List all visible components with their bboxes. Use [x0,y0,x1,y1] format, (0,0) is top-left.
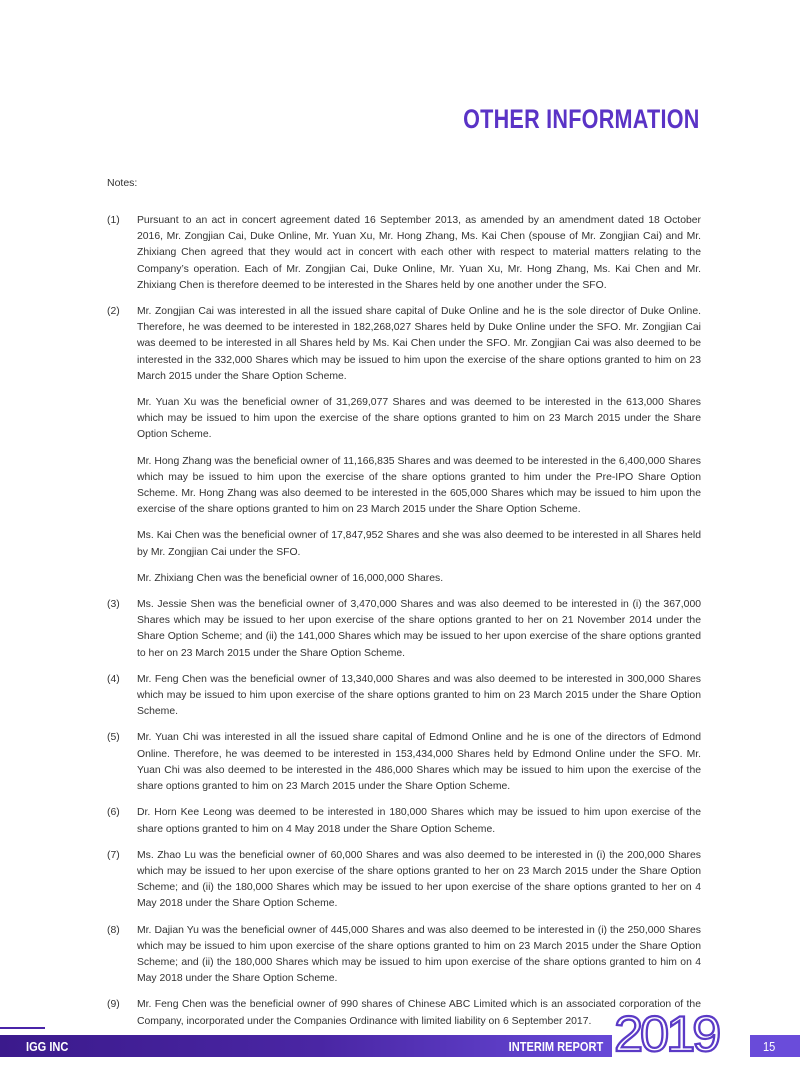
note-paragraph: Mr. Dajian Yu was the beneficial owner of 445,000 Shares and was also deemed to be interested in (i) the 250,000 Shares which may be issued to him upon exercise of the share options granted to him on 23 March 2015 under the Share Option Scheme; and (ii) the 180,000 Shares which may be issued to him upon exercise of the share options granted to him on 4 May 2018 under the Share Option Scheme. [137,924,701,985]
note-number: (4) [107,673,120,685]
note-body [137,923,701,988]
note-paragraph: Ms. Jessie Shen was the beneficial owner of 3,470,000 Shares and was also deemed to be interested in (i) the 367,000 Shares which may be issued to her upon exercise of the share options granted to her on 21 November 2014 under the Share Option Scheme; and (ii) the 141,000 Shares which may be issued to her upon exercise of the share options granted to her on 23 March 2015 under the Share Option Scheme. [137,599,701,659]
note-number: (7) [107,849,120,861]
note-paragraph: Mr. Zongjian Cai was interested in all the issued share capital of Duke Online and he is the sole director of Duke Online. Therefore, he was deemed to be interested in 182,268,027 Shares held by Duke Online under the SFO. Mr. Zongjian Cai was deemed to be interested in all Shares held by Ms. Kai Chen under the SFO. Mr. Zongjian Cai was also deemed to be interested in the 332,000 Shares which may be issued to him upon the exercise of the share options granted to him on 23 March 2015 under the Share Option Scheme. [137,306,701,382]
page-number: 15 [763,1039,776,1054]
note-item [107,213,701,294]
note-body [137,805,701,837]
note-paragraph: Mr. Hong Zhang was the beneficial owner of 11,166,835 Shares and was deemed to be interested in the 6,400,000 Shares which may be issued to him upon the exercise of the share options granted to him under the Pre-IPO Share Option Scheme. Mr. Hong Zhang was also deemed to be interested in the 605,000 Shares which may be issued to him upon the exercise of the share options granted to him on 23 March 2015 under the Share Option Scheme. [137,455,701,516]
note-item [107,730,701,795]
note-paragraph: Pursuant to an act in concert agreement dated 16 September 2013, as amended by an amendment dated 18 October 2016, Mr. Zongjian Cai, Duke Online, Mr. Yuan Xu, Mr. Hong Zhang, Ms. Kai Chen (spouse of Mr. Zongjian Cai) and Mr. Zhixiang Chen agreed that they would act in concert with each other with respect to material matters relating to the Company’s operation. Each of Mr. Zongjian Cai, Duke Online, Mr. Yuan Xu, Mr. Hong Zhang, Ms. Kai Chen and Mr. Zhixiang Chen is therefore deemed to be interested in the Shares held by one another under the SFO. [137,215,701,291]
note-item [107,304,701,587]
note-item [107,805,701,837]
note-item [107,997,701,1029]
note-body [137,213,701,294]
note-body [137,848,701,913]
note-item [107,848,701,913]
note-item [107,597,701,662]
note-item [107,923,701,988]
notes-list [107,213,701,1040]
note-number: (3) [107,599,120,611]
footer-report-title: INTERIM REPORT [508,1039,603,1054]
note-paragraph: Mr. Feng Chen was the beneficial owner of 13,340,000 Shares and was also deemed to be interested in 300,000 Shares which may be issued to him upon exercise of the share options granted to him on 23 March 2015 under the Share Option Scheme. [137,673,701,718]
page-title: OTHER INFORMATION [463,104,700,134]
note-paragraph: Mr. Yuan Xu was the beneficial owner of 31,269,077 Shares and was deemed to be interested in the 613,000 Shares which may be issued to him upon the exercise of the share options granted to him on 23 March 2015 under the Share Option Scheme. [137,397,701,441]
note-number: (6) [107,807,120,819]
note-paragraph: Mr. Yuan Chi was interested in all the issued share capital of Edmond Online and he is one of the directors of Edmond Online. Therefore, he was deemed to be interested in 153,434,000 Shares held by Edmond Online under the SFO. Mr. Yuan Chi was also deemed to be interested in the 486,000 Shares which may be issued to him upon the exercise of the share options granted to him on 23 March 2015 under the Share Option Scheme. [137,732,701,793]
note-number: (8) [107,924,120,936]
note-body [137,672,701,721]
note-number: (9) [107,999,120,1011]
note-paragraph: Dr. Horn Kee Leong was deemed to be interested in 180,000 Shares which may be issued to him upon exercise of the share options granted to him on 4 May 2018 under the Share Option Scheme. [137,807,701,835]
note-paragraph: Ms. Zhao Lu was the beneficial owner of 60,000 Shares and was also deemed to be interested in (i) the 200,000 Shares which may be issued to her upon exercise of the share options granted to her on 23 March 2015 under the Share Option Scheme; and (ii) the 180,000 Shares which may be issued to her upon exercise of the share options granted to her on 4 May 2018 under the Share Option Scheme. [137,849,701,910]
note-item [107,672,701,721]
note-number: (1) [107,215,120,226]
note-number: (5) [107,732,120,744]
footer-company: IGG INC [26,1039,69,1054]
footer-accent-line [0,1027,45,1029]
note-paragraph: Mr. Feng Chen was the beneficial owner of 990 shares of Chinese ABC Limited which is an associated corporation of the Company, incorporated under the Companies Ordinance with limited liability on 6 September 2017. [137,999,701,1027]
note-paragraph: Mr. Zhixiang Chen was the beneficial owner of 16,000,000 Shares. [137,572,444,584]
note-paragraph: Ms. Kai Chen was the beneficial owner of 17,847,952 Shares and she was also deemed to be interested in all Shares held by Mr. Zongjian Cai under the SFO. [137,530,701,558]
note-body [137,304,701,587]
note-number: (2) [107,306,120,318]
footer-year-logo: 2019 [614,1006,719,1062]
note-body [137,597,701,662]
notes-label: Notes: [107,177,138,189]
note-body [137,730,701,795]
